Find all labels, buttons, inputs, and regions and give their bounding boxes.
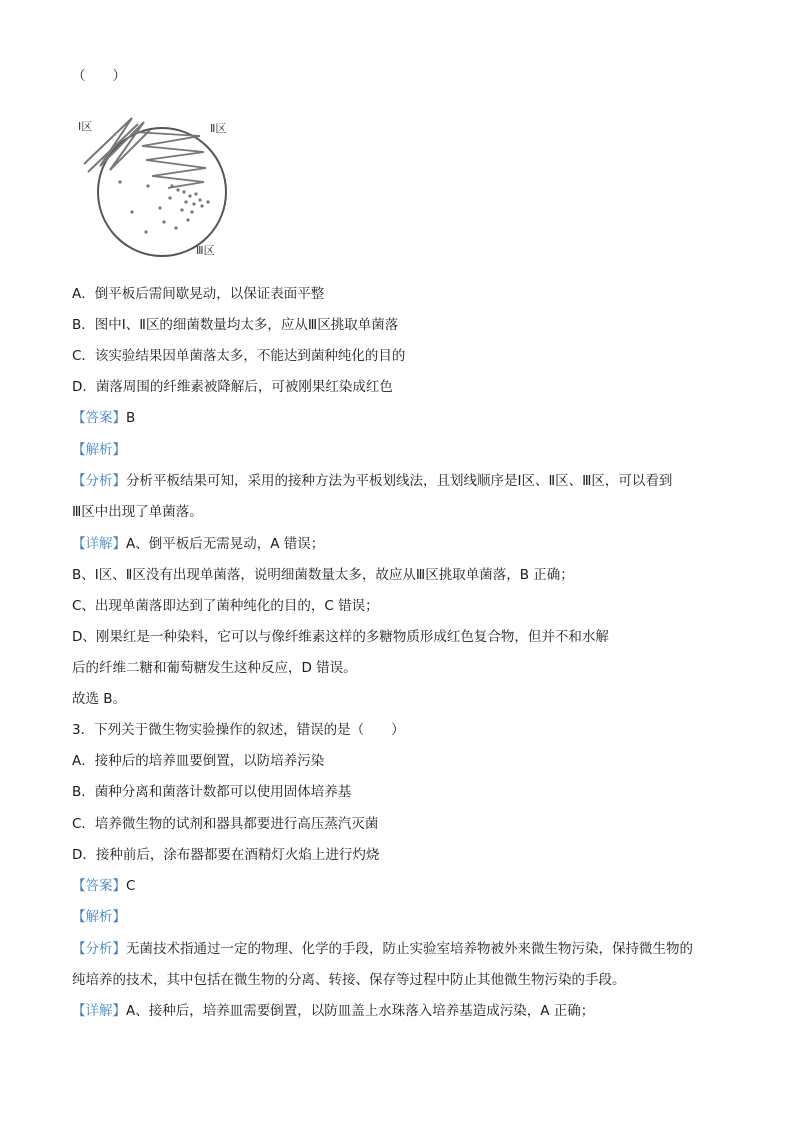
detail-a-text: A、倒平板后无需晃动，A 错误； bbox=[126, 536, 325, 552]
fenxi-text: 无菌技术指通过一定的物理、化学的手段，防止实验室培养物被外来微生物污染，保持微生物的 bbox=[126, 941, 693, 957]
q3-analysis-heading bbox=[72, 907, 126, 927]
q3-detail-a bbox=[72, 1001, 594, 1021]
answer-tag: 【答案】 bbox=[72, 410, 126, 426]
figure-label-region-2: Ⅱ区 bbox=[210, 122, 227, 135]
q2-option-c: C．该实验结果因单菌落太多，不能达到菌种纯化的目的 bbox=[72, 348, 406, 364]
q3-fenxi-line1 bbox=[72, 939, 693, 959]
answer-value: C bbox=[126, 878, 136, 894]
q2-option-d: D．菌落周围的纤维素被降解后，可被刚果红染成红色 bbox=[72, 379, 393, 395]
answer-value: B bbox=[126, 410, 136, 426]
figure-label-region-1: Ⅰ区 bbox=[78, 120, 93, 133]
xiangjie-tag: 【详解】 bbox=[72, 1003, 126, 1019]
fenxi-tag: 【分析】 bbox=[72, 941, 126, 957]
question-2-stem-tail: （ ） bbox=[72, 68, 126, 84]
q3-option-a: A．接种后的培养皿要倒置，以防培养污染 bbox=[72, 753, 325, 769]
q2-detail-b: B、Ⅰ区、Ⅱ区没有出现单菌落，说明细菌数量太多，故应从Ⅲ区挑取单菌落，B 正确； bbox=[72, 567, 574, 583]
q2-fenxi-line2: Ⅲ区中出现了单菌落。 bbox=[72, 504, 203, 520]
streak-region-1-lines bbox=[84, 118, 150, 172]
q2-detail-a bbox=[72, 534, 324, 554]
q3-option-b: B．菌种分离和菌落计数都可以使用固体培养基 bbox=[72, 784, 352, 800]
streak-plate-figure bbox=[72, 112, 272, 262]
q2-option-b: B．图中Ⅰ、Ⅱ区的细菌数量均太多，应从Ⅲ区挑取单菌落 bbox=[72, 317, 399, 333]
q2-answer bbox=[72, 408, 135, 428]
q2-detail-c: C、出现单菌落即达到了菌种纯化的目的，C 错误； bbox=[72, 598, 379, 614]
fenxi-text: 分析平板结果可知，采用的接种方法为平板划线法，且划线顺序是Ⅰ区、Ⅱ区、Ⅲ区，可以看到 bbox=[126, 473, 673, 489]
analysis-tag: 【解析】 bbox=[72, 909, 126, 925]
q2-detail-d-line2: 后的纤维二糖和葡萄糖发生这种反应，D 错误。 bbox=[72, 660, 357, 676]
fenxi-tag: 【分析】 bbox=[72, 473, 126, 489]
q2-option-a: A．倒平板后需间歇晃动，以保证表面平整 bbox=[72, 286, 325, 302]
q3-option-c: C．培养微生物的试剂和器具都要进行高压蒸汽灭菌 bbox=[72, 816, 379, 832]
q2-analysis-heading bbox=[72, 440, 126, 460]
streak-region-2-lines bbox=[134, 132, 206, 188]
q3-fenxi-line2: 纯培养的技术，其中包括在微生物的分离、转接、保存等过程中防止其他微生物污染的手段。 bbox=[72, 972, 626, 988]
q2-detail-d-line1: D、刚果红是一种染料，它可以与像纤维素这样的多糖物质形成红色复合物，但并不和水解 bbox=[72, 629, 609, 645]
xiangjie-tag: 【详解】 bbox=[72, 536, 126, 552]
q2-conclusion: 故选 B。 bbox=[72, 691, 127, 707]
question-3-stem: 3．下列关于微生物实验操作的叙述，错误的是（ ） bbox=[72, 722, 405, 738]
analysis-tag: 【解析】 bbox=[72, 442, 126, 458]
colony-dots bbox=[118, 180, 209, 233]
q2-fenxi-line1 bbox=[72, 471, 672, 491]
detail-a-text: A、接种后，培养皿需要倒置，以防皿盖上水珠落入培养基造成污染，A 正确； bbox=[126, 1003, 595, 1019]
answer-tag: 【答案】 bbox=[72, 878, 126, 894]
q3-answer bbox=[72, 876, 135, 896]
q3-option-d: D．接种前后，涂布器都要在酒精灯火焰上进行灼烧 bbox=[72, 847, 380, 863]
figure-label-region-3: Ⅲ区 bbox=[196, 244, 215, 257]
